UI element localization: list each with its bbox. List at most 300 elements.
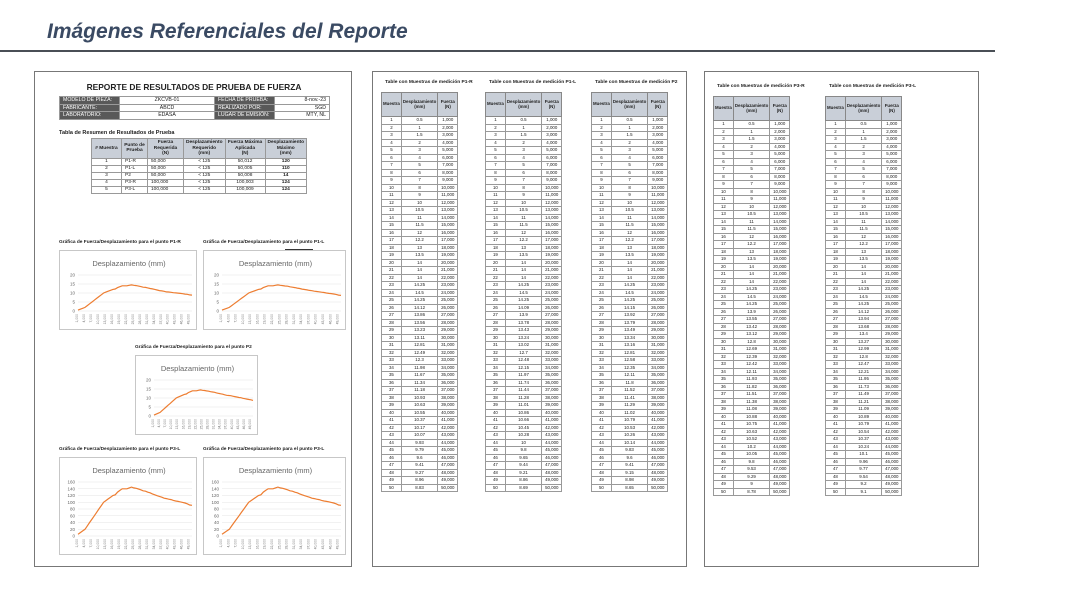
sample-number: 32 (592, 349, 612, 357)
x-tick-label: 25,000 (277, 539, 282, 550)
summary-title: Tabla de Resumen de Resultados de Prueba (59, 130, 175, 136)
summary-row (92, 179, 307, 186)
x-tick-label: 49,000 (186, 539, 191, 550)
force-value: 22,000 (542, 274, 562, 282)
sample-number: 15 (382, 222, 402, 230)
sample-number: 16 (714, 233, 734, 241)
displacement-value: 11.95 (845, 376, 881, 384)
x-tick-label: 22,000 (193, 419, 198, 430)
data-row (486, 484, 562, 492)
sample-number: 46 (592, 454, 612, 462)
y-tick-label: 10 (213, 290, 219, 296)
displacement-value: 11.97 (505, 372, 541, 380)
displacement-value: 9.29 (733, 473, 769, 481)
chart-area (203, 457, 346, 555)
data-row (592, 312, 668, 320)
force-value: 2,000 (882, 128, 902, 136)
sample-number: 22 (826, 278, 846, 286)
force-value: 23,000 (882, 286, 902, 294)
data-row (486, 432, 562, 440)
title-divider (0, 50, 995, 52)
displacement-value: 10 (733, 203, 769, 211)
force-value: 31,000 (542, 342, 562, 350)
force-value: 13,000 (438, 207, 458, 215)
sample-number: 34 (592, 364, 612, 372)
displacement-value: 9 (611, 192, 647, 200)
force-value: 37,000 (770, 391, 790, 399)
force-value: 13,000 (770, 211, 790, 219)
data-row (486, 454, 562, 462)
displacement-value: 14.25 (505, 282, 541, 290)
force-value: 30,000 (770, 338, 790, 346)
summary-cell: P1-R (122, 158, 148, 165)
force-value: 31,000 (648, 342, 668, 350)
force-value: 46,000 (438, 454, 458, 462)
force-value: 32,000 (770, 353, 790, 361)
sample-number: 22 (382, 274, 402, 282)
displacement-value: 13.27 (845, 338, 881, 346)
force-value: 22,000 (770, 278, 790, 286)
sample-number: 12 (714, 203, 734, 211)
sample-number: 46 (826, 458, 846, 466)
force-value: 46,000 (770, 458, 790, 466)
x-tick-label: 19,000 (262, 539, 267, 550)
data-row (382, 484, 458, 492)
data-row (592, 349, 668, 357)
summary-cell: 100,000 (148, 179, 184, 186)
x-tick-label: 34,000 (299, 314, 304, 325)
displacement-value: 13.02 (505, 342, 541, 350)
force-value: 45,000 (648, 447, 668, 455)
sample-number: 35 (486, 372, 506, 380)
summary-header (148, 139, 184, 159)
displacement-value: 8 (401, 184, 437, 192)
data-table-header: Muestra (486, 93, 506, 117)
sample-number: 28 (592, 319, 612, 327)
sample-number: 43 (382, 432, 402, 440)
chart-title: Gráfica de Fuerza/Desplazamiento para el punto P2 (135, 345, 252, 350)
sample-number: 38 (486, 394, 506, 402)
data-row (486, 477, 562, 485)
displacement-value: 11.49 (845, 391, 881, 399)
sample-number: 48 (826, 473, 846, 481)
report-page (34, 71, 352, 567)
force-value: 48,000 (882, 473, 902, 481)
displacement-value: 0.5 (733, 121, 769, 129)
data-row (382, 387, 458, 395)
sample-number: 12 (592, 199, 612, 207)
force-value: 29,000 (542, 327, 562, 335)
x-tick-label: 43,000 (172, 314, 177, 325)
displacement-value: 14.09 (505, 304, 541, 312)
force-value: 15,000 (882, 226, 902, 234)
sample-number: 29 (826, 331, 846, 339)
data-row (486, 364, 562, 372)
displacement-value: 11 (845, 218, 881, 226)
displacement-value: 12.11 (611, 372, 647, 380)
force-value: 7,000 (542, 162, 562, 170)
force-value: 38,000 (438, 394, 458, 402)
data-row (486, 282, 562, 290)
x-tick-label: 19,000 (187, 419, 192, 430)
data-tables-page-1 (372, 71, 687, 567)
sample-number: 23 (382, 282, 402, 290)
sample-number: 14 (382, 214, 402, 222)
sample-number: 29 (592, 327, 612, 335)
summary-header-label: Desplazamiento Requerido (186, 140, 223, 151)
force-value: 13,000 (542, 207, 562, 215)
displacement-value: 10.5 (401, 207, 437, 215)
info-label: LUGAR DE EMISIÓN: (215, 112, 275, 120)
sample-number: 42 (826, 428, 846, 436)
force-value: 28,000 (438, 319, 458, 327)
sample-number: 50 (592, 484, 612, 492)
chart-inner-title: Desplazamiento (mm) (238, 466, 313, 475)
displacement-value: 10.52 (733, 436, 769, 444)
sample-number: 34 (826, 368, 846, 376)
data-row (382, 312, 458, 320)
displacement-value: 11.09 (845, 406, 881, 414)
sample-number: 47 (826, 466, 846, 474)
summary-header (225, 139, 265, 159)
data-row (486, 252, 562, 260)
data-row (826, 481, 902, 489)
data-row (826, 346, 902, 354)
displacement-value: 6 (733, 173, 769, 181)
data-row (714, 458, 790, 466)
displacement-value: 2 (845, 143, 881, 151)
force-value: 21,000 (882, 271, 902, 279)
force-value: 40,000 (770, 413, 790, 421)
displacement-value: 12.2 (845, 241, 881, 249)
displacement-value: 11.41 (611, 394, 647, 402)
displacement-value: 10.37 (845, 436, 881, 444)
displacement-value: 10.75 (733, 421, 769, 429)
data-row (486, 334, 562, 342)
x-tick-label: 40,000 (229, 419, 234, 430)
displacement-value: 12.3 (401, 357, 437, 365)
force-value: 50,000 (770, 488, 790, 496)
data-row (826, 173, 902, 181)
force-value: 34,000 (438, 364, 458, 372)
data-row (714, 151, 790, 159)
force-value: 41,000 (770, 421, 790, 429)
data-row (714, 226, 790, 234)
data-row (714, 346, 790, 354)
force-value: 25,000 (648, 297, 668, 305)
x-tick-label: 1,000 (75, 314, 79, 323)
info-row (60, 97, 330, 105)
force-value: 2,000 (542, 124, 562, 132)
sample-number: 37 (714, 391, 734, 399)
x-tick-label: 37,000 (158, 539, 163, 550)
sample-number: 49 (714, 481, 734, 489)
displacement-value: 14.5 (401, 289, 437, 297)
sample-number: 49 (826, 481, 846, 489)
x-tick-label: 7,000 (233, 314, 238, 323)
chart-svg (136, 356, 259, 436)
displacement-value: 13.94 (845, 316, 881, 324)
data-row (382, 297, 458, 305)
x-tick-label: 19,000 (116, 539, 121, 550)
y-tick-label: 0 (216, 533, 219, 539)
force-value: 25,000 (438, 297, 458, 305)
displacement-value: 13.24 (505, 334, 541, 342)
x-tick-label: 25,000 (199, 419, 204, 430)
displacement-value: 4 (733, 158, 769, 166)
data-row (714, 173, 790, 181)
force-value: 25,000 (770, 301, 790, 309)
sample-number: 3 (486, 132, 506, 140)
force-value: 15,000 (438, 222, 458, 230)
data-row (714, 143, 790, 151)
x-tick-label: 16,000 (181, 419, 186, 430)
displacement-value: 11.08 (733, 406, 769, 414)
displacement-value: 10.79 (611, 417, 647, 425)
sample-number: 8 (486, 169, 506, 177)
x-tick-label: 28,000 (284, 539, 289, 550)
series-line (78, 285, 192, 310)
series-line (222, 487, 341, 534)
force-value: 22,000 (648, 274, 668, 282)
displacement-value: 13.9 (505, 312, 541, 320)
data-row (486, 289, 562, 297)
force-value: 27,000 (542, 312, 562, 320)
force-value: 41,000 (648, 417, 668, 425)
sample-number: 17 (714, 241, 734, 249)
displacement-value: 14.15 (611, 304, 647, 312)
sample-number: 15 (826, 226, 846, 234)
displacement-value: 9.15 (611, 469, 647, 477)
displacement-value: 11.52 (611, 387, 647, 395)
info-row (60, 104, 330, 112)
force-value: 49,000 (542, 477, 562, 485)
data-row (826, 218, 902, 226)
data-row (382, 192, 458, 200)
sample-number: 22 (486, 274, 506, 282)
y-tick-label: 0 (72, 308, 75, 314)
x-tick-label: 4,000 (157, 419, 162, 428)
data-row (486, 402, 562, 410)
x-tick-label: 40,000 (313, 314, 318, 325)
summary-cell: P2 (122, 172, 148, 179)
summary-cell: 110 (265, 165, 307, 172)
displacement-value: 11.82 (733, 383, 769, 391)
force-value: 36,000 (648, 379, 668, 387)
force-value: 19,000 (648, 252, 668, 260)
displacement-value: 10 (845, 203, 881, 211)
force-value: 37,000 (648, 387, 668, 395)
summary-cell: 50,008 (225, 172, 265, 179)
displacement-value: 11.28 (505, 394, 541, 402)
sample-number: 48 (714, 473, 734, 481)
force-value: 11,000 (882, 196, 902, 204)
force-value: 20,000 (770, 263, 790, 271)
displacement-value: 11.98 (401, 364, 437, 372)
data-row (592, 477, 668, 485)
summary-header-label: Desplazamiento Máximo (267, 140, 305, 151)
displacement-value: 2 (611, 139, 647, 147)
y-tick-label: 0 (216, 308, 219, 314)
sample-number: 48 (382, 469, 402, 477)
sample-number: 26 (382, 304, 402, 312)
displacement-value: 9 (733, 481, 769, 489)
displacement-value: 1.5 (401, 132, 437, 140)
data-row (714, 248, 790, 256)
x-tick-label: 40,000 (165, 539, 170, 550)
force-value: 50,000 (648, 484, 668, 492)
displacement-value: 11.21 (845, 398, 881, 406)
sample-number: 13 (486, 207, 506, 215)
sample-number: 13 (382, 207, 402, 215)
summary-cell: 3 (92, 172, 122, 179)
force-value: 38,000 (542, 394, 562, 402)
y-tick-label: 100 (67, 499, 75, 505)
displacement-value: 13 (611, 244, 647, 252)
force-value: 24,000 (882, 293, 902, 301)
summary-cell: 124 (265, 186, 307, 193)
data-row (714, 481, 790, 489)
data-row (714, 428, 790, 436)
x-tick-label: 16,000 (109, 314, 114, 325)
force-value: 10,000 (542, 184, 562, 192)
sample-number: 50 (826, 488, 846, 496)
force-value: 10,000 (882, 188, 902, 196)
data-row (486, 372, 562, 380)
data-row (592, 124, 668, 132)
force-value: 33,000 (438, 357, 458, 365)
force-value: 32,000 (542, 349, 562, 357)
force-value: 30,000 (648, 334, 668, 342)
data-row (592, 469, 668, 477)
data-row (826, 473, 902, 481)
force-value: 46,000 (648, 454, 668, 462)
sample-number: 41 (826, 421, 846, 429)
displacement-value: 12.8 (845, 353, 881, 361)
data-row (486, 169, 562, 177)
data-row (592, 132, 668, 140)
displacement-value: 14 (611, 274, 647, 282)
sample-number: 38 (592, 394, 612, 402)
data-row (714, 473, 790, 481)
data-row (826, 338, 902, 346)
data-row (382, 334, 458, 342)
sample-number: 6 (592, 154, 612, 162)
data-table (381, 92, 458, 492)
displacement-value: 3 (401, 147, 437, 155)
sample-number: 45 (382, 447, 402, 455)
sample-number: 9 (382, 177, 402, 185)
force-value: 17,000 (882, 241, 902, 249)
summary-cell: 4 (92, 179, 122, 186)
force-value: 43,000 (542, 432, 562, 440)
data-row (826, 353, 902, 361)
data-row (382, 154, 458, 162)
force-value: 5,000 (648, 147, 668, 155)
y-tick-label: 40 (213, 520, 219, 525)
x-tick-label: 22,000 (270, 539, 274, 550)
force-value: 3,000 (542, 132, 562, 140)
force-value: 9,000 (648, 177, 668, 185)
force-value: 10,000 (648, 184, 668, 192)
force-value: 1,000 (648, 117, 668, 125)
displacement-value: 14 (505, 267, 541, 275)
sample-number: 16 (486, 229, 506, 237)
displacement-value: 10.63 (733, 428, 769, 436)
data-row (826, 226, 902, 234)
sample-number: 19 (826, 256, 846, 264)
sample-number: 24 (826, 293, 846, 301)
force-value: 26,000 (770, 308, 790, 316)
force-value: 18,000 (882, 248, 902, 256)
displacement-value: 12.69 (733, 346, 769, 354)
summary-cell: P1-L (122, 165, 148, 172)
data-row (714, 241, 790, 249)
data-table-header: Muestra (592, 93, 612, 117)
force-value: 6,000 (648, 154, 668, 162)
sample-number: 11 (382, 192, 402, 200)
y-tick-label: 20 (145, 377, 151, 383)
data-table-header: Desplazamiento (mm) (733, 97, 769, 121)
displacement-value: 9.27 (401, 469, 437, 477)
displacement-value: 1 (733, 128, 769, 136)
displacement-value: 11.8 (611, 379, 647, 387)
displacement-value: 13.79 (611, 319, 647, 327)
sample-number: 11 (826, 196, 846, 204)
sample-number: 21 (826, 271, 846, 279)
force-value: 24,000 (542, 289, 562, 297)
force-value: 21,000 (648, 267, 668, 275)
data-row (486, 319, 562, 327)
data-row (592, 117, 668, 125)
force-value: 42,000 (542, 424, 562, 432)
y-tick-label: 120 (67, 493, 75, 498)
force-value: 42,000 (438, 424, 458, 432)
sample-number: 8 (714, 173, 734, 181)
force-value: 46,000 (882, 458, 902, 466)
data-row (714, 376, 790, 384)
force-value: 7,000 (648, 162, 668, 170)
summary-cell: 50,000 (148, 158, 184, 165)
data-row (592, 267, 668, 275)
chart-area (135, 355, 258, 435)
displacement-value: 4 (611, 154, 647, 162)
displacement-value: 5 (611, 162, 647, 170)
force-value: 9,000 (770, 181, 790, 189)
displacement-value: 12 (611, 229, 647, 237)
force-displacement-chart (203, 240, 348, 332)
force-value: 11,000 (770, 196, 790, 204)
displacement-value: 8.78 (733, 488, 769, 496)
sample-number: 14 (592, 214, 612, 222)
data-row (592, 214, 668, 222)
y-tick-label: 140 (67, 486, 75, 492)
force-value: 43,000 (648, 432, 668, 440)
sample-number: 30 (486, 334, 506, 342)
chart-svg (60, 458, 198, 556)
sample-number: 1 (486, 117, 506, 125)
sample-number: 24 (714, 293, 734, 301)
displacement-value: 10.37 (401, 417, 437, 425)
displacement-value: 7 (733, 181, 769, 189)
sample-number: 33 (486, 357, 506, 365)
displacement-value: 14.5 (733, 293, 769, 301)
x-tick-label: 22,000 (123, 314, 128, 325)
displacement-value: 12.35 (611, 364, 647, 372)
data-row (382, 229, 458, 237)
displacement-value: 2 (401, 139, 437, 147)
force-value: 11,000 (542, 192, 562, 200)
